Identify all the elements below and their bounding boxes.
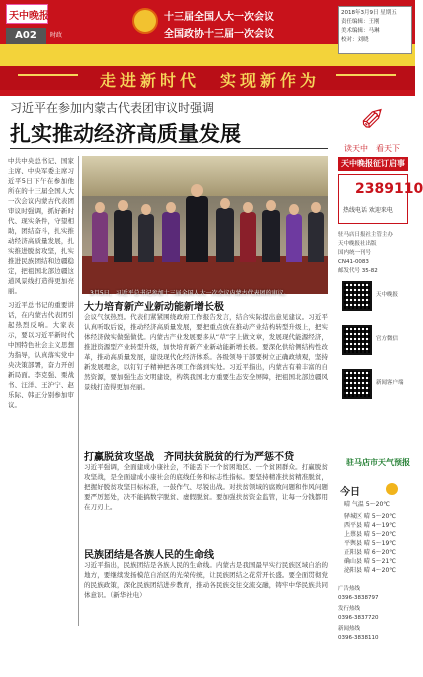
contact-number-dist: 0396-3837720 (338, 615, 379, 621)
person-figure (162, 212, 180, 262)
person-figure (114, 210, 132, 262)
weather-row: 西平县 晴 4～19℃ (344, 522, 397, 529)
hotline-ad (338, 174, 423, 224)
section-title-2: 打赢脱贫攻坚战 齐同扶贫脱贫的行为严惩不贷 (84, 452, 294, 463)
person-head (191, 184, 203, 197)
person-head (266, 200, 276, 211)
lead-column (8, 156, 74, 636)
publisher-line-4: CN41-0083 (338, 259, 369, 265)
sun-icon (386, 483, 398, 495)
newspaper-logo: 天中晚报 (9, 11, 49, 22)
person-figure (308, 212, 324, 262)
person-figure-center (186, 196, 208, 262)
edition-designer: 美术编辑：马琳 (341, 28, 380, 34)
section-title-3: 民族团结是各族人民的生命线 (84, 550, 214, 561)
person-figure (216, 208, 234, 262)
person-head (289, 204, 299, 215)
page-section: 时政 (50, 32, 63, 39)
weather-row: 正阳县 晴 6～20℃ (344, 549, 397, 556)
column-divider (78, 156, 79, 626)
national-emblem-icon (132, 8, 158, 34)
qr-label-3: 新闻客户端 (376, 380, 404, 386)
weather-desc: 晴 气温 5～20℃ (344, 501, 391, 508)
publisher-line-2: 天中晚报社出版 (338, 241, 377, 247)
photo-ceiling (82, 156, 328, 196)
section-body-1: 会议气氛热烈。代表们紧紧围绕政府工作报告发言，结合实际提出意见建议。习近平认真听取后说，推动经济高质量发展，要把重点放在推动产业结构转型升级上，把实体经济做实做强做优。内蒙古产业发展要多从“草”字上做文章，发展现代能源经济，推进资源型产业转型升级，加快培育新产业新动能新增长极。要深化供给侧结构性改革，推动高质量发展，建设现代化经济体系。各级领导干部要树立正确政绩观，坚持新发展理念，以钉钉子精神把各项工作落到实处。习近平指出，内蒙古有着丰富的自然资源，要加强生态文明建设，构筑我国北方重要生态安全屏障，把祖国北部边疆风景线打造得更加亮丽。 (84, 313, 328, 391)
person-head (243, 202, 253, 213)
contact-number-ad: 0396-3838797 (338, 595, 379, 601)
edition-editor: 责任编辑：王刚 (341, 19, 380, 25)
contact-number-news: 0396-3838110 (338, 635, 379, 641)
weather-row: 上蔡县 晴 5～20℃ (344, 531, 397, 538)
person-head (118, 200, 128, 211)
weather-row: 确山县 晴 5～21℃ (344, 558, 397, 565)
weather-row: 泌阳县 晴 4～20℃ (344, 567, 397, 574)
sidebar-logo-icon: ✐ (360, 103, 386, 138)
person-head (95, 202, 105, 213)
weather-row: 平舆县 晴 5～19℃ (344, 540, 397, 547)
qr-label-1: 天中晚报 (376, 292, 399, 298)
edition-proofreader: 校对：刘晓 (341, 37, 369, 43)
weather-row: 驿城区 晴 5～20℃ (344, 513, 397, 520)
weather-title: 驻马店市天气预报 (346, 458, 410, 467)
person-figure (240, 212, 256, 262)
hotline-note: 热线电话 欢迎来电 (343, 207, 393, 214)
publisher-line-5: 邮发代号 35-82 (338, 268, 378, 274)
section-title-1: 大力培育新产业新动能新增长极 (84, 302, 224, 313)
edition-info-box (338, 6, 412, 54)
publisher-line-1: 驻马店日报社主管主办 (338, 232, 394, 238)
hotline-number: 2389110 (355, 181, 423, 197)
publisher-line-3: 国内统一刊号 (338, 250, 372, 256)
subscription-banner: 天中晚报征订启事 (338, 157, 408, 171)
article-headline: 扎实推动经济高质量发展 (10, 121, 241, 146)
person-head (166, 202, 176, 213)
lead-paragraph-2: 习近平总书记的重要讲话，在内蒙古代表团引起热烈反响。大家表示，要以习近平新时代中国特色社会主义思想为指导，认真落实党中央决策部署，奋力开创新局面。李克强、栗战书、汪洋、王沪宁、赵乐际、韩正分别参加审议。 (8, 301, 74, 409)
contact-label-dist: 发行热线 (338, 606, 361, 612)
person-head (220, 198, 230, 209)
lead-paragraph: 中共中央总书记、国家主席、中央军委主席习近平5日下午在参加他所在的十三届全国人大一次会议内蒙古代表团审议时强调，抓好新时代、现实条件，守望相助，团结奋斗，扎实推动经济高质量发展，扎实推进脱贫攻坚，扎实推进民族团结和边疆稳定，把祖国北部边疆这道风景线打造得更加亮丽。 (8, 157, 74, 295)
person-figure (262, 210, 280, 262)
right-sidebar (334, 99, 423, 677)
person-figure (92, 212, 108, 262)
person-figure (138, 214, 154, 262)
qr-code-icon (342, 281, 372, 311)
qr-code-icon (342, 369, 372, 399)
masthead-slogan: 走进新时代 实现新作为 (99, 71, 320, 90)
contact-label-news: 新闻热线 (338, 626, 361, 632)
page-number: A02 (6, 28, 46, 44)
meeting-title-npc: 十三届全国人大一次会议 (164, 12, 274, 23)
edition-date: 2018年3月9日 星期五 (341, 10, 397, 16)
photo-caption: 3月5日，习近平总书记参加十三届全国人大一次会议内蒙古代表团的审议。 (90, 290, 290, 297)
section-body-2: 习近平强调，全面建成小康社会，不能丢下一个贫困地区、一个贫困群众。打赢脱贫攻坚战，是全面建成小康社会的底线任务和标志性指标。要坚持精准扶贫精准脱贫，把握好脱贫攻坚目标标准，一鼓作气、尽锐出战。对扶贫领域的腐败问题和作风问题要严厉惩处，决不能搞数字脱贫、虚假脱贫。要加强扶贫资金监管，让每一分钱都用在刀刃上。 (84, 463, 328, 511)
contact-label-ad: 广告热线 (338, 586, 361, 592)
weather-today: 今日 (340, 487, 360, 498)
person-figure (286, 214, 302, 262)
section-body-3: 习近平指出，民族团结是各族人民的生命线。内蒙古是我国最早实行民族区域自治的地方，要继续发扬模范自治区的光荣传统，让民族团结之花常开长盛。要全面贯彻党的民族政策，深化民族团结进步教育，推动各民族交往交流交融，铸牢中华民族共同体意识。（新华社电） (84, 561, 328, 599)
person-head (311, 202, 321, 213)
news-photo (82, 156, 328, 294)
sidebar-tagline: 读天中 看天下 (344, 144, 400, 153)
meeting-title-cppcc: 全国政协十三届一次会议 (164, 29, 274, 40)
qr-label-2: 官方微信 (376, 336, 399, 342)
qr-code-icon (342, 325, 372, 355)
person-head (141, 204, 151, 215)
headline-divider (10, 148, 328, 149)
article-kicker: 习近平在参加内蒙古代表团审议时强调 (10, 101, 215, 115)
